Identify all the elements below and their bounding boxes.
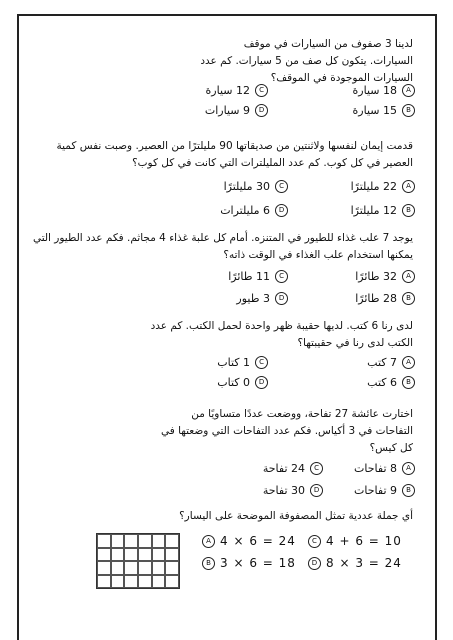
option-d-circle-icon: D [255, 104, 268, 117]
option-d-circle-icon: D [308, 557, 321, 570]
question-5-option-a[interactable]: A 8 تفاحات [354, 462, 415, 475]
question-1-stem: لدينا 3 صفوف من السيارات في موقف السيارات. يتكون كل صف من 5 سيارات. كم عدد السيارات الموجودة في الموقف؟ [200, 38, 413, 84]
option-d-circle-icon: D [275, 204, 288, 217]
question-6 [60, 508, 413, 525]
option-b-circle-icon: B [402, 376, 415, 389]
option-a-circle-icon: A [202, 535, 215, 548]
option-a-circle-icon: A [402, 462, 415, 475]
question-4-option-a[interactable]: A 7 كتب [367, 356, 415, 369]
question-4-option-b[interactable]: B 6 كتب [367, 376, 415, 389]
question-1-option-a[interactable]: A 18 سيارة [353, 84, 415, 97]
question-2-option-c[interactable]: C 30 مليلترًا [224, 180, 288, 193]
question-3-stem: يوجد 7 علب غذاء للطيور في المتنزه. أمام كل علبة غذاء 4 مجاثم. فكم عدد الطيور التي يمكنها استخدام علب الغذاء في الوقت ذاته؟ [32, 232, 413, 261]
question-4 [150, 318, 413, 352]
question-3-option-a[interactable]: A 32 طائرًا [355, 270, 415, 283]
question-6-option-b[interactable]: B 3 × 6 = 18 [202, 556, 296, 570]
question-3 [30, 230, 413, 264]
option-a-circle-icon: A [402, 270, 415, 283]
question-5-option-d[interactable]: D 30 تفاحة [263, 484, 323, 497]
question-3-option-d[interactable]: D 3 طيور [236, 292, 288, 305]
option-c-circle-icon: C [310, 462, 323, 475]
question-5-option-b[interactable]: B 9 تفاحات [354, 484, 415, 497]
question-6-option-c[interactable]: C 4 + 6 = 10 [308, 534, 402, 548]
array-grid-6x4 [96, 533, 180, 589]
option-c-circle-icon: C [255, 356, 268, 369]
question-1 [200, 36, 413, 87]
option-b-circle-icon: B [402, 204, 415, 217]
option-d-circle-icon: D [310, 484, 323, 497]
question-2 [30, 138, 413, 172]
question-1-option-b[interactable]: B 15 سيارة [353, 104, 415, 117]
question-1-option-d[interactable]: D 9 سيارات [205, 104, 268, 117]
option-a-circle-icon: A [402, 180, 415, 193]
question-2-option-d[interactable]: D 6 مليلترات [220, 204, 288, 217]
option-b-circle-icon: B [402, 292, 415, 305]
option-d-circle-icon: D [275, 292, 288, 305]
question-2-option-b[interactable]: B 12 مليلترًا [351, 204, 415, 217]
option-c-circle-icon: C [275, 270, 288, 283]
question-3-option-b[interactable]: B 28 طائرًا [355, 292, 415, 305]
question-4-stem: لدى رنا 6 كتب. لديها حقيبة ظهر واحدة لحمل الكتب. كم عدد الكتب لدى رنا في حقيبتها؟ [150, 320, 413, 349]
question-5-option-c[interactable]: C 24 تفاحة [263, 462, 323, 475]
option-a-circle-icon: A [402, 84, 415, 97]
option-b-circle-icon: B [202, 557, 215, 570]
question-6-option-d[interactable]: D 8 × 3 = 24 [308, 556, 402, 570]
question-5-stem: اختارت عائشة 27 تفاحة، ووضعت عددًا متساويًا من التفاحات في 3 أكياس. فكم عدد التفاحات التي وضعتها في كل كيس؟ [160, 408, 413, 454]
question-2-option-a[interactable]: A 22 مليلترًا [351, 180, 415, 193]
question-6-option-a[interactable]: A 4 × 6 = 24 [202, 534, 296, 548]
question-5 [160, 406, 413, 457]
option-a-circle-icon: A [402, 356, 415, 369]
question-1-option-c[interactable]: C 12 سيارة [206, 84, 268, 97]
question-4-option-c[interactable]: C 1 كتاب [217, 356, 268, 369]
question-2-stem: قدمت إيمان لنفسها ولاثنتين من صديقاتها 90 مليلترًا من العصير. وصبت نفس كمية العصير في كل كوب. كم عدد المليلترات التي كانت في كل كوب؟ [56, 140, 413, 169]
option-c-circle-icon: C [308, 535, 321, 548]
option-b-circle-icon: B [402, 484, 415, 497]
question-3-option-c[interactable]: C 11 طائرًا [228, 270, 288, 283]
option-c-circle-icon: C [275, 180, 288, 193]
question-6-stem: أي جملة عددية تمثل المصفوفة الموضحة على اليسار؟ [179, 510, 413, 522]
option-c-circle-icon: C [255, 84, 268, 97]
option-b-circle-icon: B [402, 104, 415, 117]
question-4-option-d[interactable]: D 0 كتاب [217, 376, 268, 389]
option-d-circle-icon: D [255, 376, 268, 389]
